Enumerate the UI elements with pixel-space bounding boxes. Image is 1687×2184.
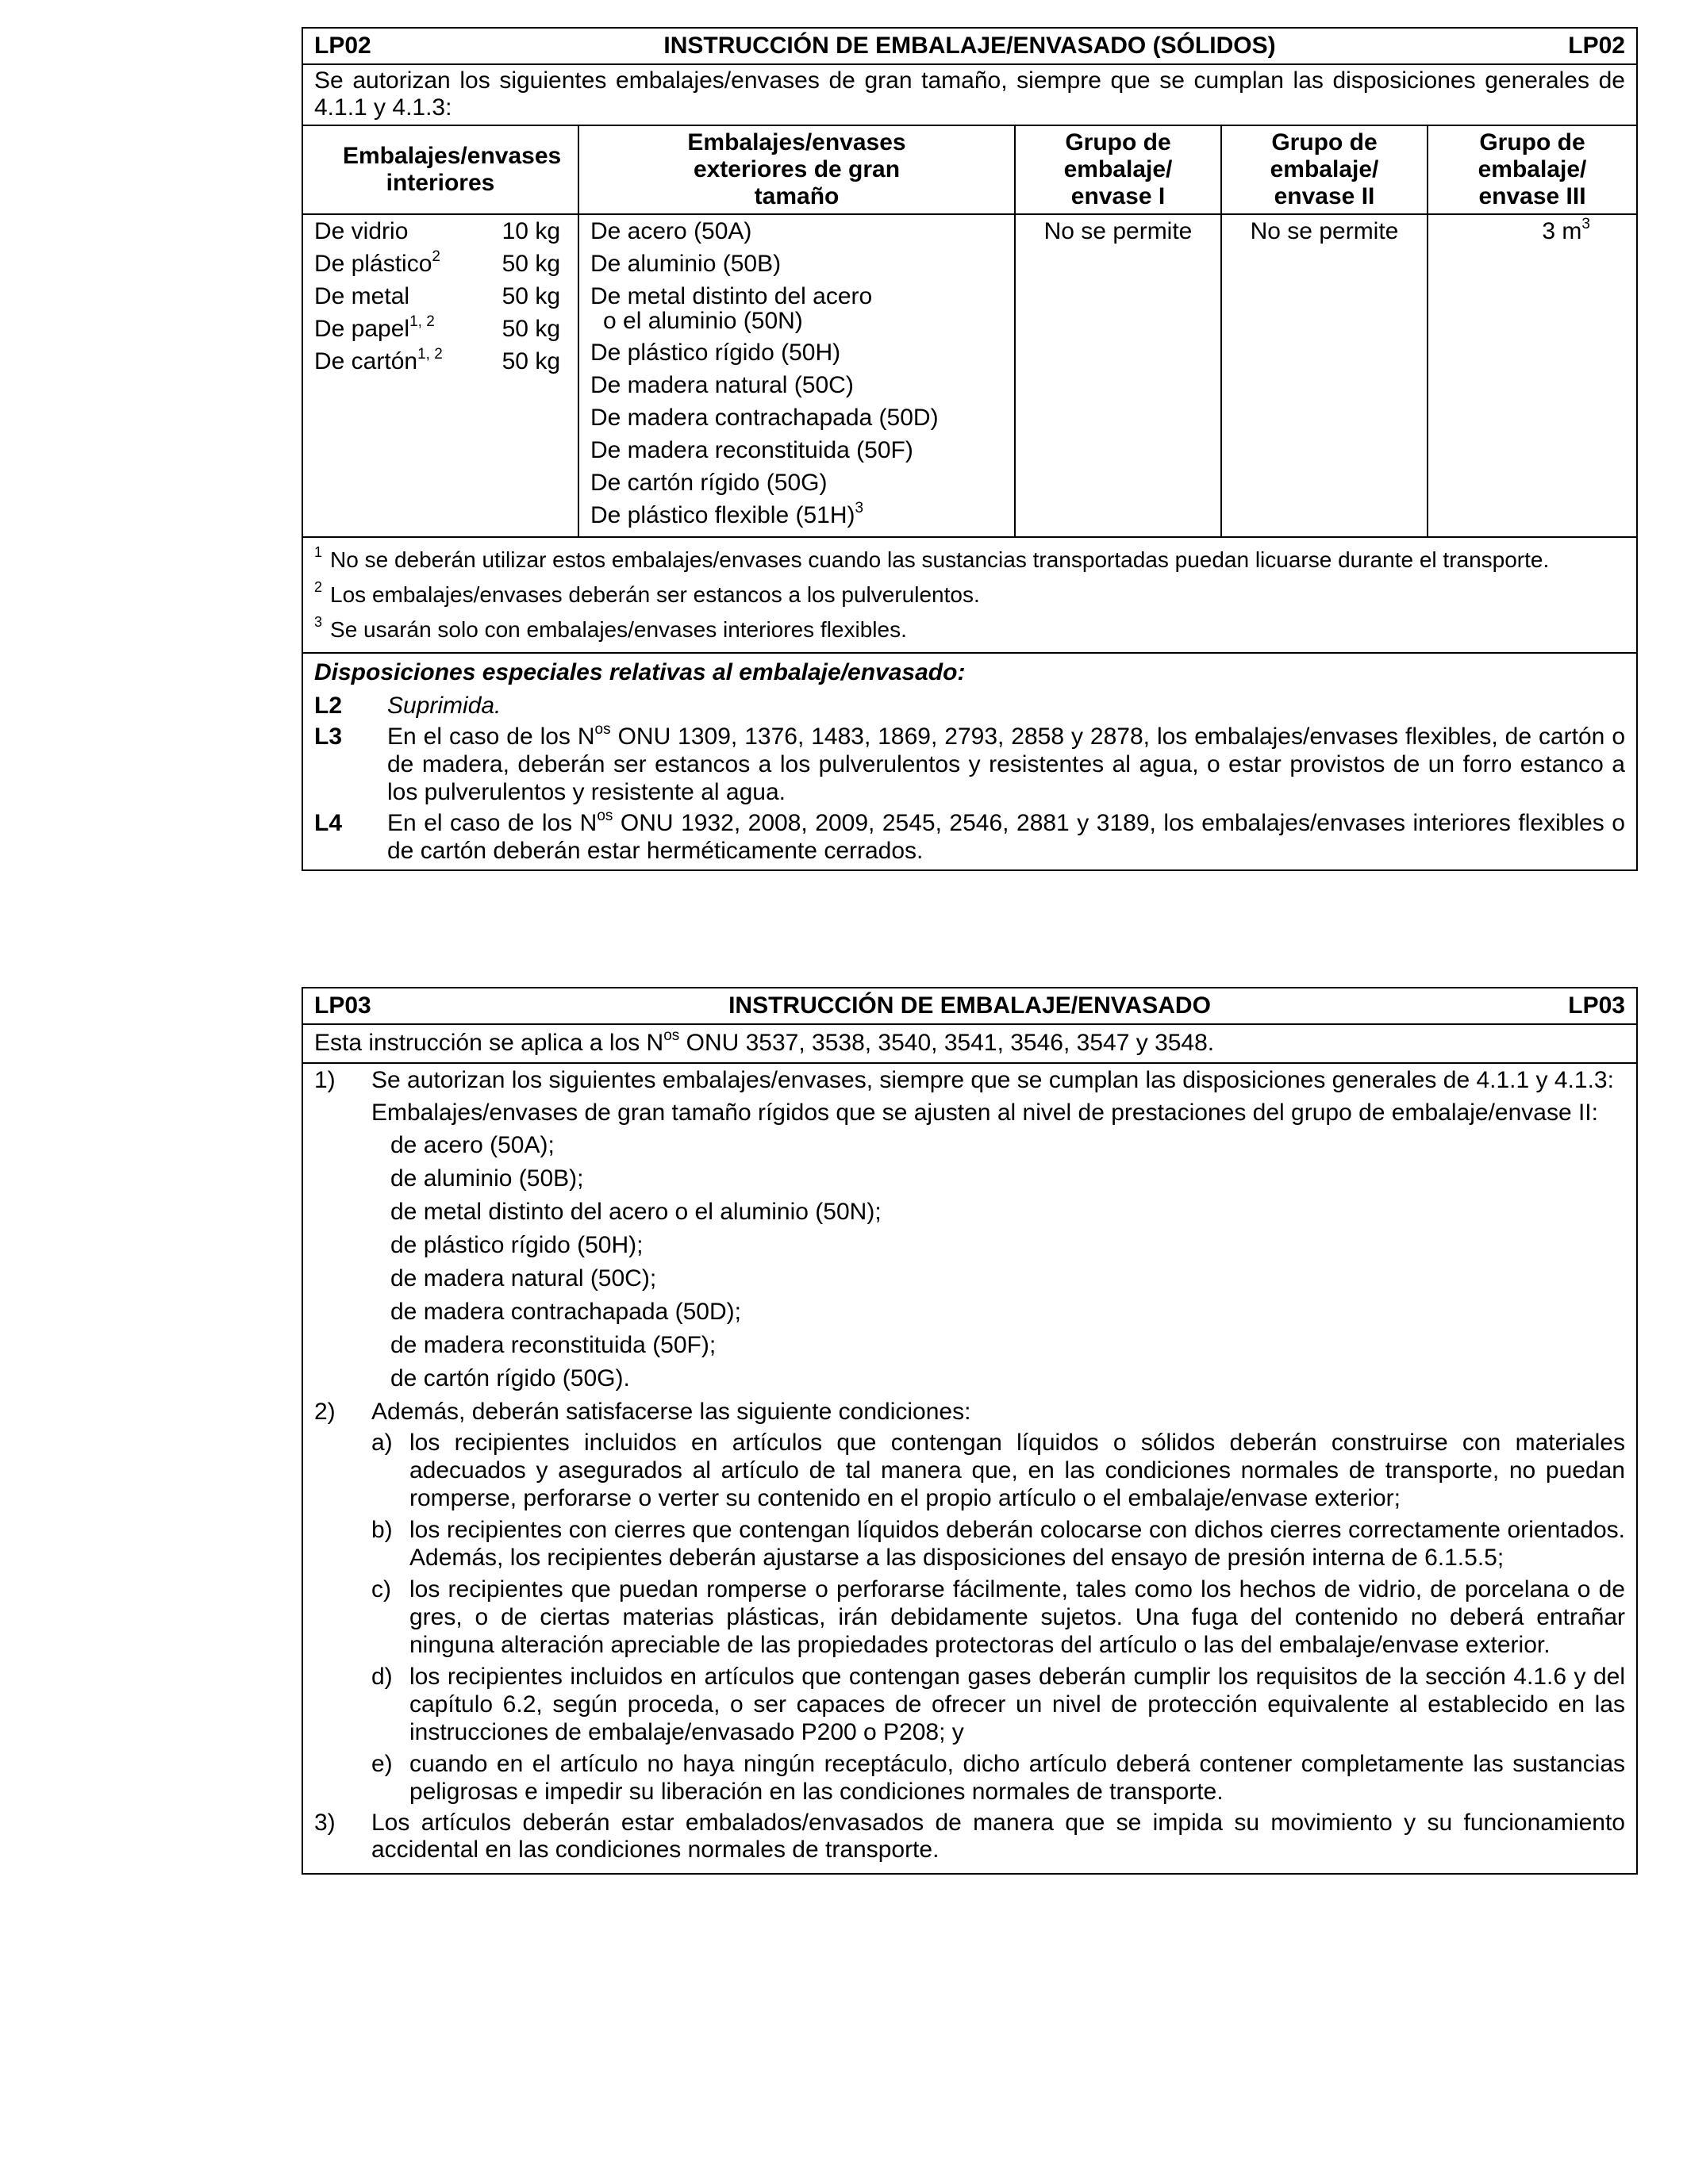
lp03-instruction-box	[302, 987, 1638, 1875]
condition-a: a) los recipientes incluidos en artículos que contengan líquidos o sólidos deberán construirse con materiales adecuados y asegurados al artículo de tal manera que, en las condiciones normales de transporte, no puedan romperse, perforarse o verter su contenido en el propio artículo o el embalaje/envase exterior;	[371, 1430, 1625, 1511]
material-item: de plástico rígido (50H);	[390, 1232, 644, 1258]
lp02-instruction-box	[302, 27, 1638, 871]
lp02-header	[303, 29, 1636, 65]
material-item: de metal distinto del acero o el aluminio (50N);	[390, 1199, 882, 1225]
inner-row: De metal 50 kg	[314, 283, 560, 309]
lp03-intro: Esta instrucción se aplica a los $N^{os}$ ONU 3537, 3538, 3540, 3541, 3546, 3547 y 3548.	[303, 1025, 1636, 1064]
lp02-footnotes	[303, 536, 1636, 654]
lp03-title: INSTRUCCIÓN DE EMBALAJE/ENVASADO	[728, 992, 1211, 1019]
outer-item: De madera contrachapada (50D)	[590, 405, 939, 431]
provision-l3: L3 En el caso de los $N^{os}$ ONU 1309, 1376, 1483, 1869, 2793, 2858 y 2878, los embalajes/envases flexibles, de cartón o de madera, deberán ser estancos a los pulverulentos y resistentes al agua, o estar provistos de un forro estanco a los pulverulentos y resistente al agua.	[314, 721, 1625, 805]
special-provisions-title: Disposiciones especiales relativas al embalaje/envasado:	[314, 659, 966, 685]
header-inner-packagings: Embalajes/envases interiores	[303, 126, 578, 214]
header-group-i: Grupo de embalaje/ envase I	[1015, 126, 1221, 214]
lp02-intro: Se autorizan los siguientes embalajes/envases de gran tamaño, siempre que se cumplan las disposiciones generales de 4.1.1 y 4.1.3:	[303, 65, 1636, 126]
lp02-packaging-table	[303, 126, 1636, 536]
lp02-title: INSTRUCCIÓN DE EMBALAJE/ENVASADO (SÓLIDOS)	[663, 33, 1276, 59]
group-iii-value: 3 $m^3$	[1542, 216, 1590, 244]
condition-b: b) los recipientes con cierres que contengan líquidos deberán colocarse con dichos cierres correctamente orientados. Además, los recipientes deberán ajustarse a las disposiciones del ensayo de presión interna de 6.1.5.5;	[371, 1517, 1625, 1571]
group-i-value: No se permite	[1015, 214, 1221, 536]
outer-packagings-cell	[578, 214, 1015, 536]
item-3: 3) Los artículos deberán estar embalados/envasados de manera que se impida su movimiento y su funcionamiento accidental en las condiciones normales de transporte.	[314, 1810, 1625, 1863]
condition-c: c) los recipientes que puedan romperse o perforarse fácilmente, tales como los hechos de vidrio, de porcelana o de gres, o de ciertas materias plásticas, irán debidamente sujetos. Una fuga del contenido no deberá entrañar ninguna alteración apreciable de las propiedades protectoras del artículo o las del embalaje/envase exterior.	[371, 1576, 1625, 1658]
material-item: de madera natural (50C);	[390, 1265, 657, 1292]
header-group-ii: Grupo de embalaje/ envase II	[1221, 126, 1428, 214]
lp02-code-right: LP02	[1568, 33, 1625, 59]
lp02-special-provisions	[303, 654, 1636, 869]
outer-item-continuation: o el aluminio (50N)	[603, 308, 803, 334]
material-item: de aluminio (50B);	[390, 1165, 584, 1192]
outer-item: De cartón rígido (50G)	[590, 470, 828, 496]
outer-item: De madera reconstituida (50F)	[590, 437, 913, 463]
inner-row: De papel$^{1, 2}$ 50 kg	[314, 313, 560, 342]
outer-packagings-list	[579, 215, 1014, 536]
item-1-subintro: Embalajes/envases de gran tamaño rígidos que se ajusten al nivel de prestaciones del grupo de embalaje/envase II:	[371, 1100, 1598, 1126]
footnote: $^1$ No se deberán utilizar estos embalajes/envases cuando las sustancias transportadas puedan licuarse durante el transporte.	[314, 544, 1550, 572]
lp03-body	[303, 1064, 1636, 1873]
item-1: 1) Se autorizan los siguientes embalajes/envases, siempre que se cumplan las disposiciones generales de 4.1.1 y 4.1.3:	[314, 1067, 1614, 1093]
lp03-code-right: LP03	[1568, 992, 1625, 1019]
inner-row: De plástico$^2$ 50 kg	[314, 248, 560, 277]
outer-item: De plástico flexible $(51H)^3$	[590, 500, 864, 528]
outer-item: De metal distinto del acero	[590, 283, 873, 309]
inner-row: De vidrio 10 kg	[314, 218, 560, 244]
header-group-iii: Grupo de embalaje/ envase III	[1428, 126, 1636, 214]
item-2: 2) Además, deberán satisfacerse las siguiente condiciones:	[314, 1399, 971, 1425]
inner-row: De cartón$^{1, 2}$ 50 kg	[314, 346, 560, 374]
inner-packagings-cell	[303, 214, 578, 536]
material-item: de acero (50A);	[390, 1132, 555, 1158]
outer-item: De madera natural (50C)	[590, 372, 854, 398]
material-item: de madera contrachapada (50D);	[390, 1299, 741, 1325]
lp03-header	[303, 988, 1636, 1025]
group-ii-value: No se permite	[1221, 214, 1428, 536]
lp02-code-left: LP02	[314, 33, 371, 59]
footnote: $^3$ Se usarán solo con embalajes/envases interiores flexibles.	[314, 614, 907, 642]
lp03-code-left: LP03	[314, 992, 371, 1019]
material-item: de madera reconstituida (50F);	[390, 1332, 717, 1358]
header-outer-packagings: Embalajes/envases exteriores de gran tamaño	[578, 126, 1015, 214]
condition-e: e) cuando en el artículo no haya ningún receptáculo, dicho artículo deberá contener completamente las sustancias peligrosas e impedir su liberación en las condiciones normales de transporte.	[371, 1751, 1625, 1805]
outer-item: De plástico rígido (50H)	[590, 340, 841, 366]
provision-l2: L2 Suprimida.	[314, 693, 501, 719]
footnote: $^2$ Los embalajes/envases deberán ser estancos a los pulverulentos.	[314, 579, 980, 607]
condition-d: d) los recipientes incluidos en artículos que contengan gases deberán cumplir los requisitos de la sección 4.1.6 y del capítulo 6.2, según proceda, o ser capaces de ofrecer un nivel de protección equivalente al establecido en las instrucciones de embalaje/envasado P200 o P208; y	[371, 1664, 1625, 1745]
outer-item: De acero (50A)	[590, 218, 752, 244]
outer-item: De aluminio (50B)	[590, 251, 782, 277]
material-item: de cartón rígido (50G).	[390, 1365, 630, 1391]
provision-l4: L4 En el caso de los $N^{os}$ ONU 1932, 2008, 2009, 2545, 2546, 2881 y 3189, los embalajes/envases interiores flexibles o de cartón deberán estar herméticamente cerrados.	[314, 808, 1625, 864]
